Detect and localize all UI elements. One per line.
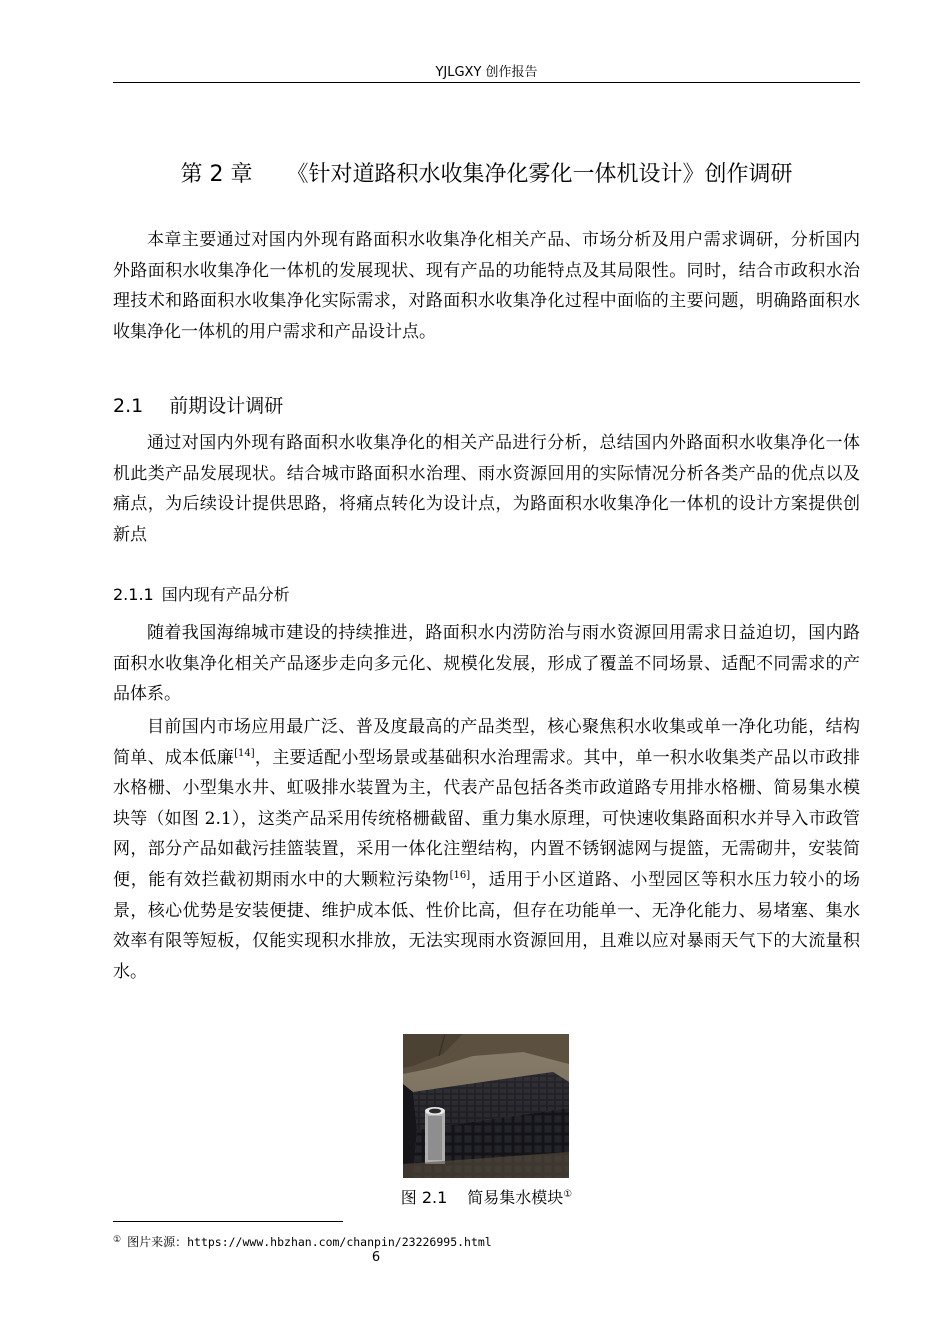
footnote-mark: ① <box>113 1235 122 1245</box>
footnote-source-link[interactable]: https://www.hbzhan.com/chanpin/23226995.html <box>187 1235 492 1249</box>
figure-note-mark: ① <box>563 1189 573 1200</box>
page-number: 6 <box>371 1250 381 1265</box>
header-rule <box>113 82 860 83</box>
citation-ref-16[interactable]: [16] <box>449 869 471 881</box>
subsection-number: 2.1.1 <box>113 585 154 604</box>
running-header: YJLGXY 创作报告 <box>435 65 538 80</box>
subsection-title: 国内现有产品分析 <box>161 585 290 604</box>
chapter-title-text: 《针对道路积水收集净化雾化一体机设计》创作调研 <box>286 162 793 187</box>
paragraph-2-part-c: ，适用于小区道路、小型园区等积水压力较小的场景，核心优势是安装便捷、维护成本低、性价比高，但存在功能单一、无净化能力、易堵塞、集水效率有限等短板，仅能实现积水排放，无法实现雨水资源回用，且难以应对暴雨天气下的大流量积水。 <box>113 869 860 982</box>
figure-caption-text: 简易集水模块 <box>467 1188 564 1207</box>
section-title: 前期设计调研 <box>169 395 284 417</box>
subsection-paragraph-2 <box>113 712 860 987</box>
water-module-photo-illustration <box>403 1034 569 1178</box>
figure-caption <box>113 1186 860 1210</box>
subsection-paragraph-1: 随着我国海绵城市建设的持续推进，路面积水内涝防治与雨水资源回用需求日益迫切，国内路面积水收集净化相关产品逐步走向多元化、规模化发展，形成了覆盖不同场景、适配不同需求的产品体系。 <box>113 623 860 705</box>
footnote-rule <box>113 1221 343 1222</box>
section-paragraph: 通过对国内外现有路面积水收集净化的相关产品进行分析，总结国内外路面积水收集净化一体机此类产品发展现状。结合城市路面积水治理、雨水资源回用的实际情况分析各类产品的优点以及痛点，为后续设计提供思路，将痛点转化为设计点，为路面积水收集净化一体机的设计方案提供创新点 <box>113 433 860 545</box>
citation-ref-14[interactable]: [14] <box>234 747 255 759</box>
paragraph-2-part-a: 目前国内市场应用最广泛、普及度最高的产品类型，核心聚焦积水收集或单一净化功能，结构简单、成本低廉 <box>113 717 860 768</box>
footnote <box>113 1232 492 1250</box>
section-heading <box>113 392 283 420</box>
section-number: 2.1 <box>113 395 144 417</box>
figure-water-module-photo <box>403 1034 569 1178</box>
subsection-heading <box>113 582 290 608</box>
chapter-intro-paragraph: 本章主要通过对国内外现有路面积水收集净化相关产品、市场分析及用户需求调研，分析国内外路面积水收集净化一体机的发展现状、现有产品的功能特点及其局限性。同时，结合市政积水治理技术和路面积水收集净化实际需求，对路面积水收集净化过程中面临的主要问题，明确路面积水收集净化一体机的用户需求和产品设计点。 <box>113 230 860 342</box>
chapter-title <box>113 158 860 192</box>
chapter-number: 第 2 章 <box>180 162 253 187</box>
paragraph-2-part-b: ，主要适配小型场景或基础积水治理需求。其中，单一积水收集类产品以市政排水格栅、小型集水井、虹吸排水装置为主，代表产品包括各类市政道路专用排水格栅、简易集水模块等（如图 2.1），这类产品采用传统格栅截留、重力集水原理，可快速收集路面积水并导入市政管网，部分产品如截污挂篮装置，采用一体化注塑结构，内置不锈钢滤网与提篮，无需砌井，安装简便，能有效拦截初期雨水中的大颗粒污染物 <box>113 747 860 890</box>
footnote-label: 图片来源： <box>127 1235 188 1249</box>
figure-label: 图 2.1 <box>400 1188 448 1207</box>
